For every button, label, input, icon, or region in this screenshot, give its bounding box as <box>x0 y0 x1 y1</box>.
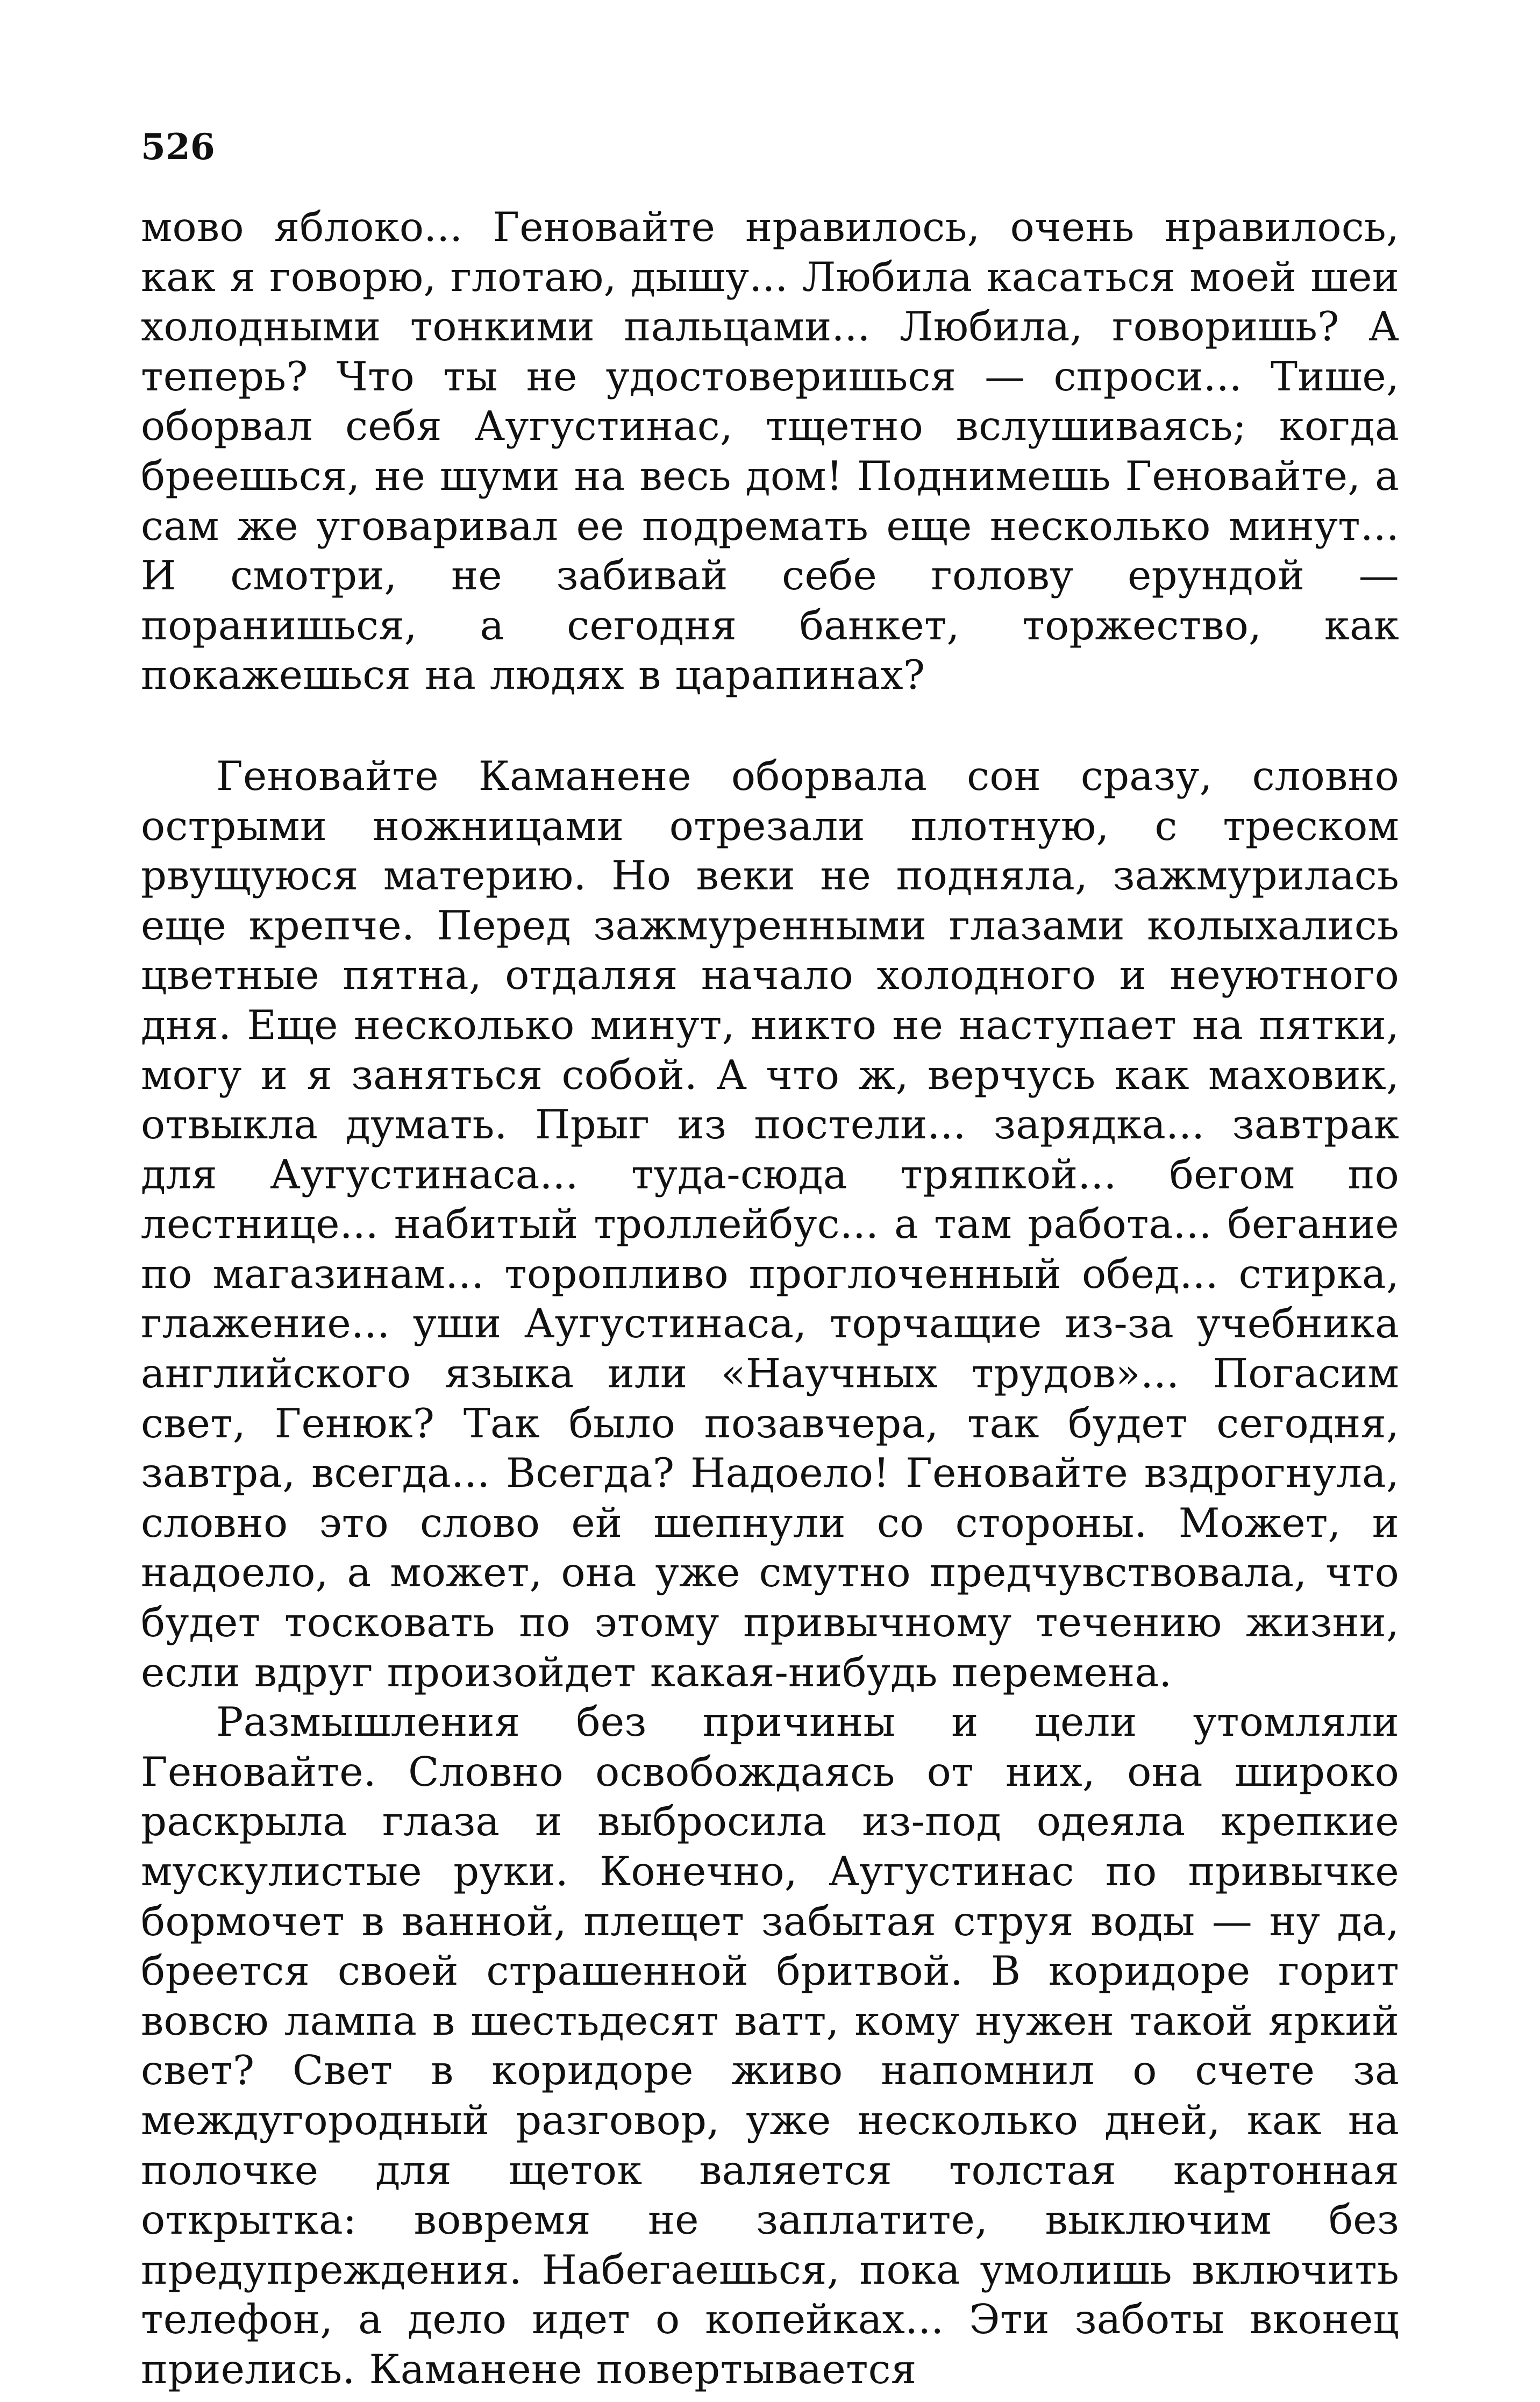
paragraph-genovaite-wakes: Геновайте Каманене оборвала сон сразу, словно острыми ножницами отрезали плотную, с треском рвущуюся материю. Но веки не подняла, зажмурилась еще крепче. Перед зажмуренными глазами колыхались цветные пятна, отдаляя начало холодного и неуютного дня. Еще несколько минут, никто не наступает на пятки, могу и я заняться собой. А что ж, верчусь как маховик, отвыкла думать. Прыг из постели... зарядка... завтрак для Аугустинаса... туда-сюда тряпкой... бегом по лестнице... набитый троллейбус... а там работа... бегание по магазинам... торопливо проглоченный обед... стирка, глажение... уши Аугустинаса, торчащие из-за учебника английского языка или «Научных трудов»... Погасим свет, Генюк? Так было позавчера, так будет сегодня, завтра, всегда... Всегда? Надоело! Геновайте вздрогнула, словно это слово ей шепнули со стороны. Может, и надоело, а может, она уже смутно предчувствовала, что будет тосковать по этому привычному течению жизни, если вдруг произойдет какая-нибудь перемена. <box>141 752 1399 1696</box>
page-number: 526 <box>141 126 215 168</box>
book-page <box>141 126 1399 2394</box>
paragraph-continuation: мово яблоко... Геновайте нравилось, очень нравилось, как я говорю, глотаю, дышу... Любила касаться моей шеи холодными тонкими пальцами... Любила, говоришь? А теперь? Что ты не удостоверишься — спроси... Тише, оборвал себя Аугустинас, тщетно вслушиваясь; когда бреешься, не шуми на весь дом! Поднимешь Геновайте, а сам же уговаривал ее подремать еще несколько минут... И смотри, не забивай себе голову ерундой — поранишься, а сегодня банкет, торжество, как покажешься на людях в царапинах? <box>141 203 1399 699</box>
paragraph-reflections: Размышления без причины и цели утомляли Геновайте. Словно освобождаясь от них, она широко раскрыла глаза и выбросила из-под одеяла крепкие мускулистые руки. Конечно, Аугустинас по привычке бормочет в ванной, плещет забытая струя воды — ну да, бреется своей страшенной бритвой. В коридоре горит вовсю лампа в шестьдесят ватт, кому нужен такой яркий свет? Свет в коридоре живо напомнил о счете за междугородный разговор, уже несколько дней, как на полочке для щеток валяется толстая картонная открытка: вовремя не заплатите, выключим без предупреждения. Набегаешься, пока умолишь включить телефон, а дело идет о копейках... Эти заботы вконец приелись. Каманене повертывается <box>141 1698 1399 2393</box>
section-break <box>141 700 1399 751</box>
